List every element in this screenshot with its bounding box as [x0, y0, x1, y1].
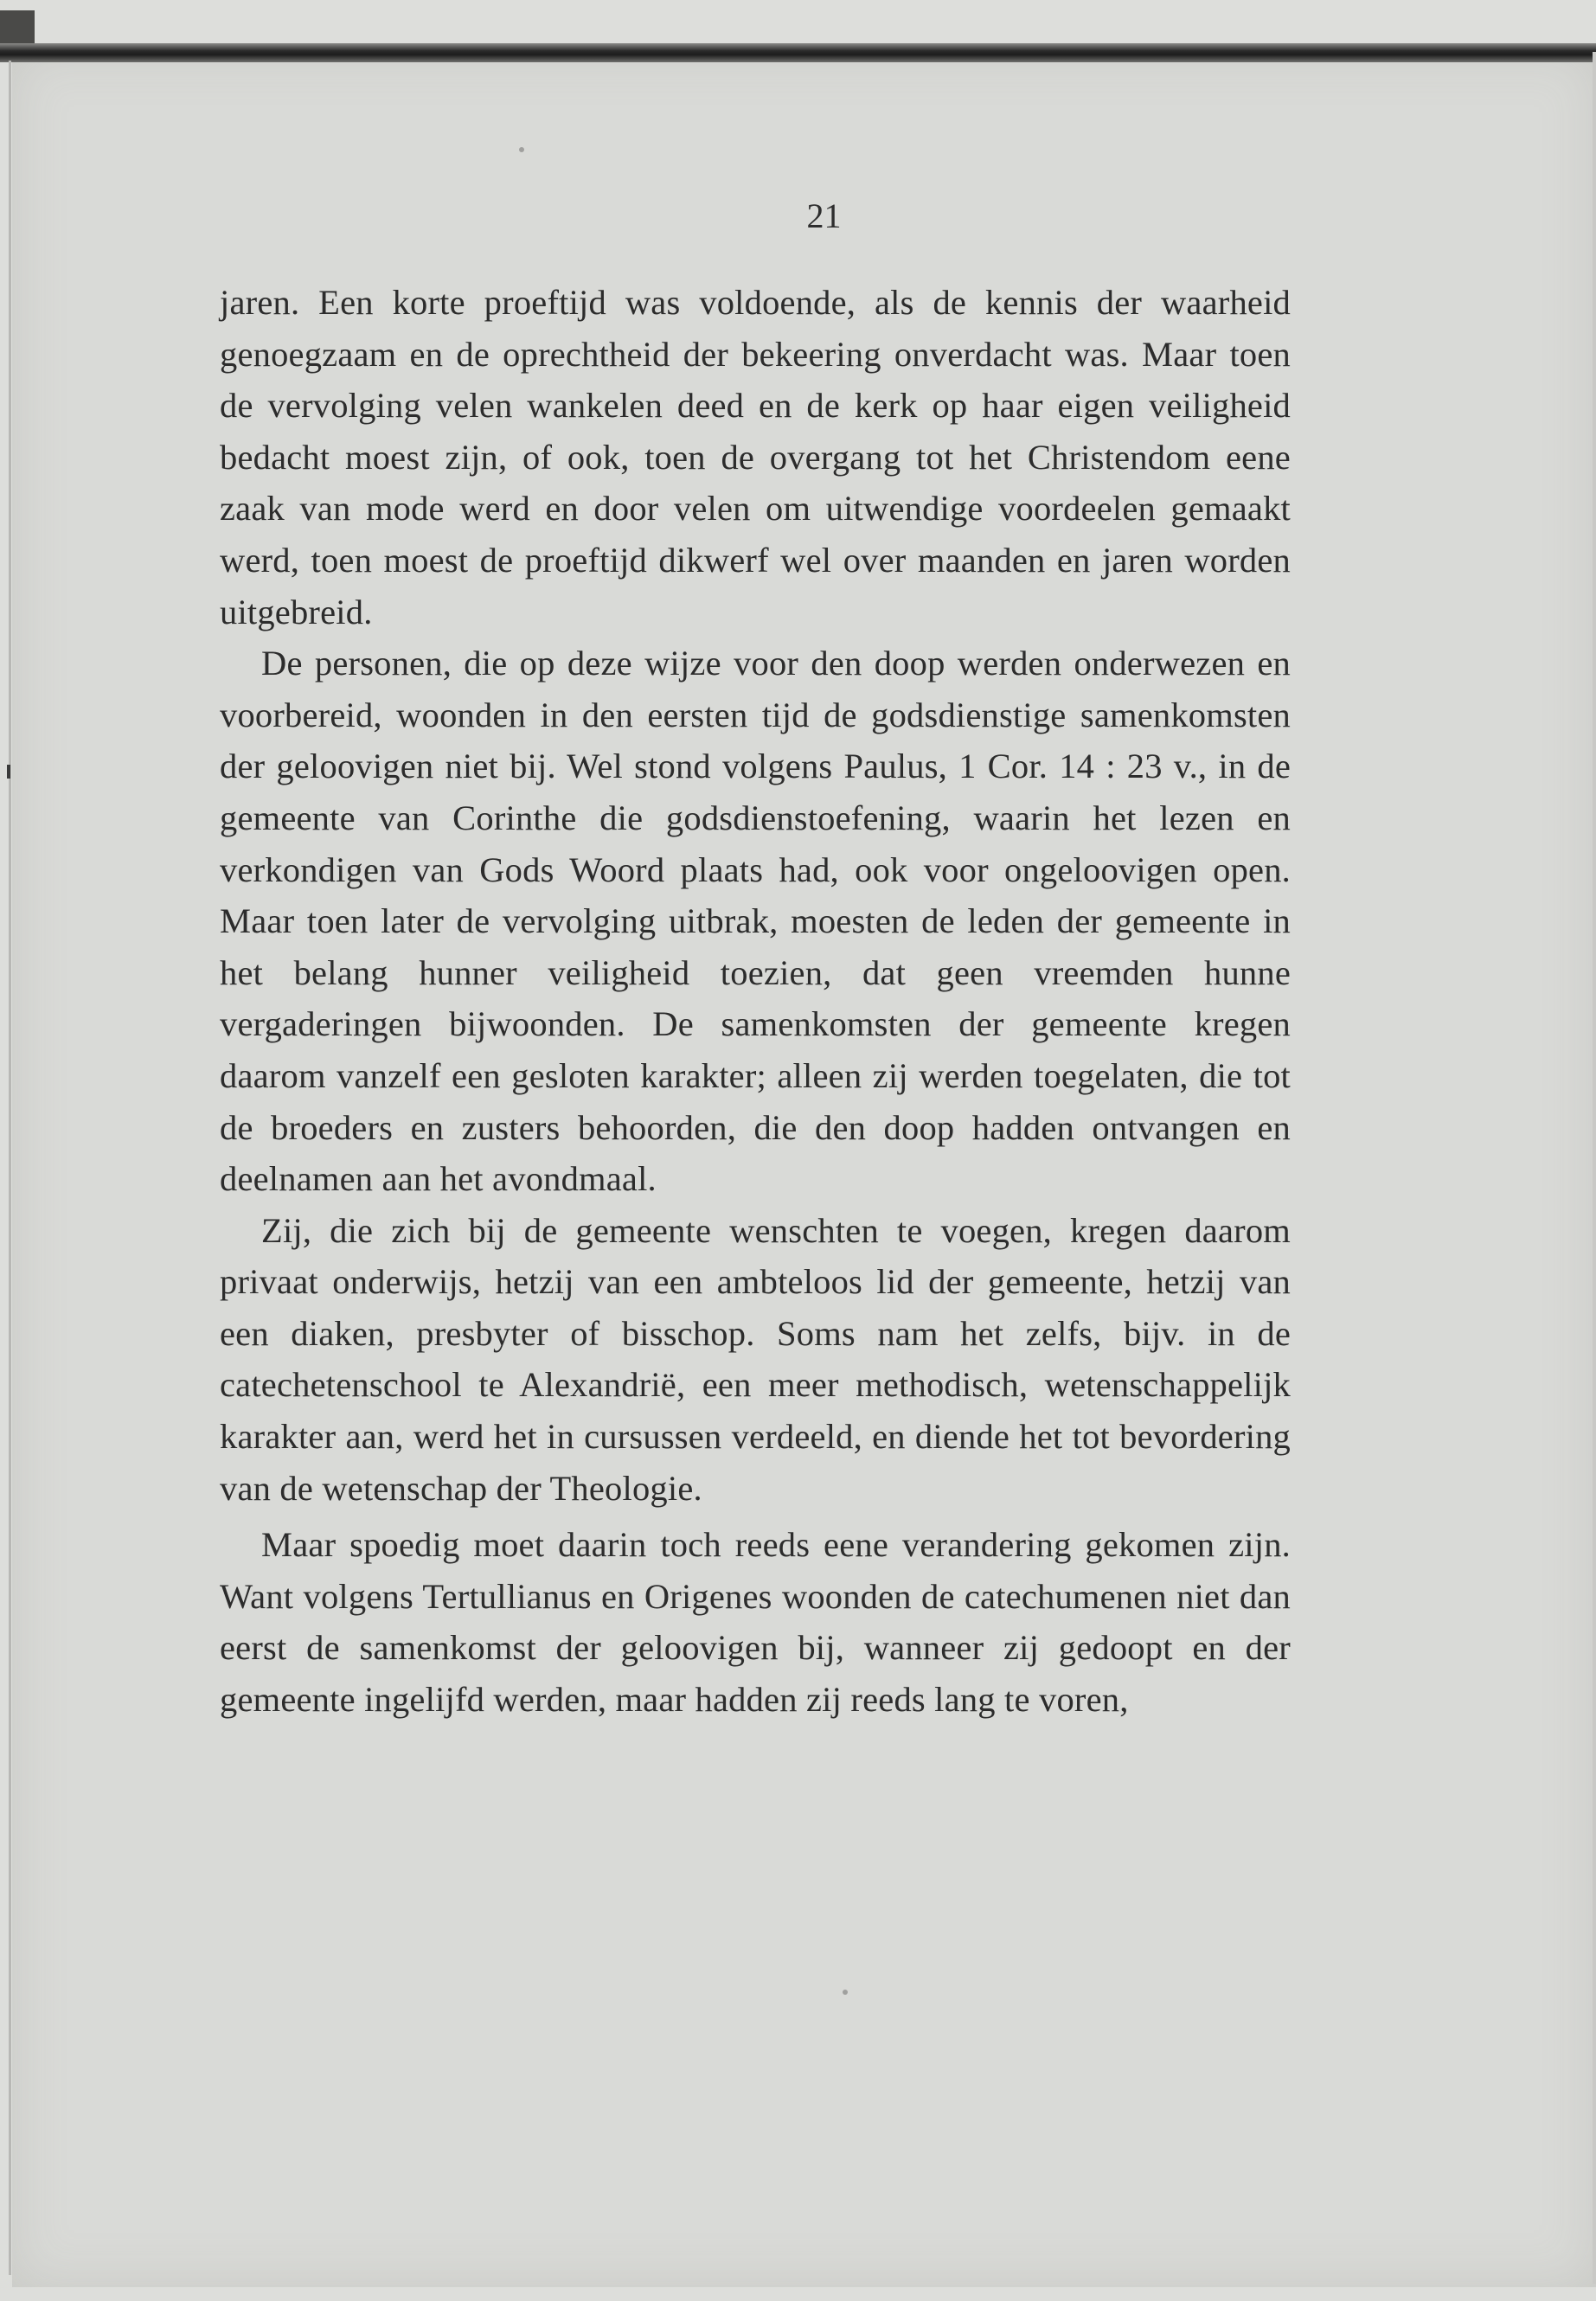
page-number: 21: [806, 196, 842, 235]
body-text: [220, 277, 1291, 1726]
paper-speck: [843, 1990, 848, 1995]
page-top-rule: [0, 43, 1596, 62]
page-right-edge: [1593, 52, 1596, 2284]
paragraph-3: Zij, die zich bij de gemeente wenschten te voegen, kregen daarom privaat onderwijs, hetzij van een ambteloos lid der gemeente, hetzij van een diaken, presbyter of bisschop. Soms nam het zelfs, bijv. in de catechetenschool te Alexandrië, een meer methodisch, wetenschappelijk karakter aan, werd het in cursussen verdeeld, en diende het tot bevordering van de wetenschap der Theologie.: [220, 1210, 1291, 1508]
paragraph-4: Maar spoedig moet daarin toch reeds eene verandering gekomen zijn. Want volgens Tertullianus en Origenes woonden de catechumenen niet dan eerst de samenkomst der geloovigen bij, wanneer zij gedoopt en der gemeente ingelijfd werden, maar hadden zij reeds lang te voren,: [220, 1525, 1291, 1720]
paper-speck: [519, 147, 524, 152]
paragraph-2: De personen, die op deze wijze voor den doop werden onderwezen en voorbereid, woonden in den eersten tijd de godsdienstige samenkomsten der geloovigen niet bij. Wel stond volgens Paulus, 1 Cor. 14 : 23 v., in de gemeente van Corinthe die godsdienstoefening, waarin het lezen en verkondigen van Gods Woord plaats had, ook voor ongeloovigen open. Maar toen later de vervolging uitbrak, moesten de leden der gemeente in het belang hunner veiligheid toezien, dat geen vreemden hunne vergaderingen bijwoonden. De samenkomsten der gemeente kregen daarom vanzelf een gesloten karakter; alleen zij werden toegelaten, die tot de broeders en zusters behoorden, die den doop hadden ontvangen en deelnamen aan het avondmaal.: [220, 644, 1291, 1199]
paragraph-1: jaren. Een korte proeftijd was voldoende, als de kennis der waarheid genoegzaam en de oprechtheid der bekeering onverdacht was. Maar toen de vervolging velen wankelen deed en de kerk op haar eigen veiligheid bedacht moest zijn, of ook, toen de overgang tot het Christendom eene zaak van mode werd en door velen om uitwendige voordeelen gemaakt werd, toen moest de proeftijd dikwerf wel over maanden en jaren worden uitgebreid.: [220, 283, 1291, 631]
page-left-edge: [9, 61, 11, 2275]
margin-mark: [7, 765, 10, 779]
